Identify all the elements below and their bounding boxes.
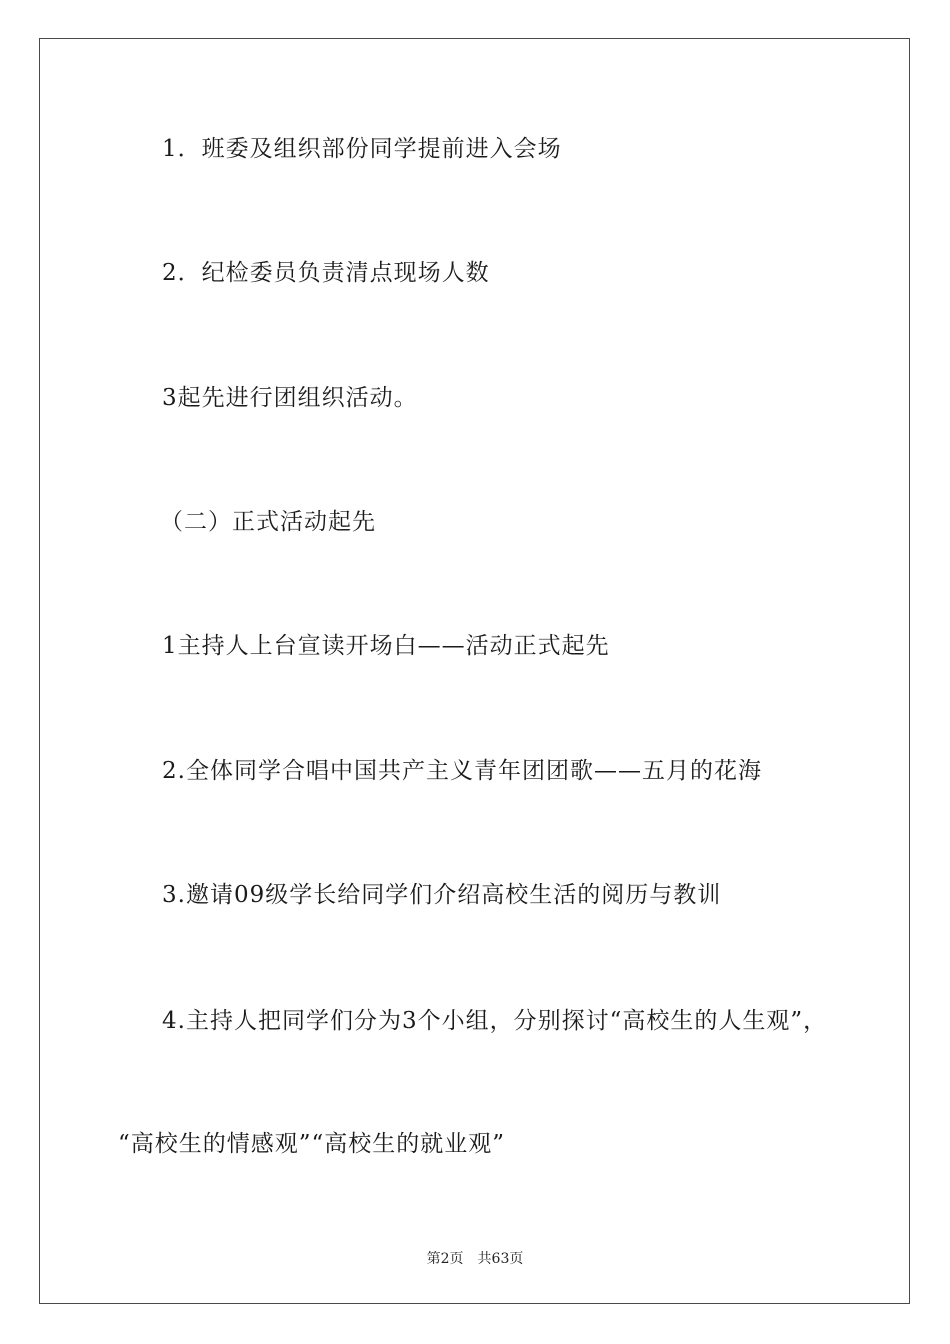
paragraph-line-1: 1．班委及组织部份同学提前进入会场 <box>162 136 562 162</box>
paragraph-line-6: 3.邀请09级学长给同学们介绍高校生活的阅历与教训 <box>162 882 722 908</box>
page-total-label: 共63页 <box>477 1251 524 1267</box>
paragraph-line-8: “高校生的情感观”“高校生的就业观” <box>118 1131 506 1157</box>
page-current-label: 第2页 <box>426 1251 464 1267</box>
page-footer <box>0 1248 950 1268</box>
paragraph-line-3: 3起先进行团组织活动。 <box>162 385 418 411</box>
page-border <box>39 38 910 1304</box>
paragraph-line-2: 2．纪检委员负责清点现场人数 <box>162 260 490 286</box>
paragraph-line-5: 2.全体同学合唱中国共产主义青年团团歌——五月的花海 <box>162 758 762 784</box>
paragraph-line-4: 1主持人上台宣读开场白——活动正式起先 <box>162 633 610 659</box>
paragraph-line-7: 4.主持人把同学们分为3个小组，分别探讨“高校生的人生观”， <box>162 1008 828 1034</box>
section-heading: （二）正式活动起先 <box>160 509 376 535</box>
